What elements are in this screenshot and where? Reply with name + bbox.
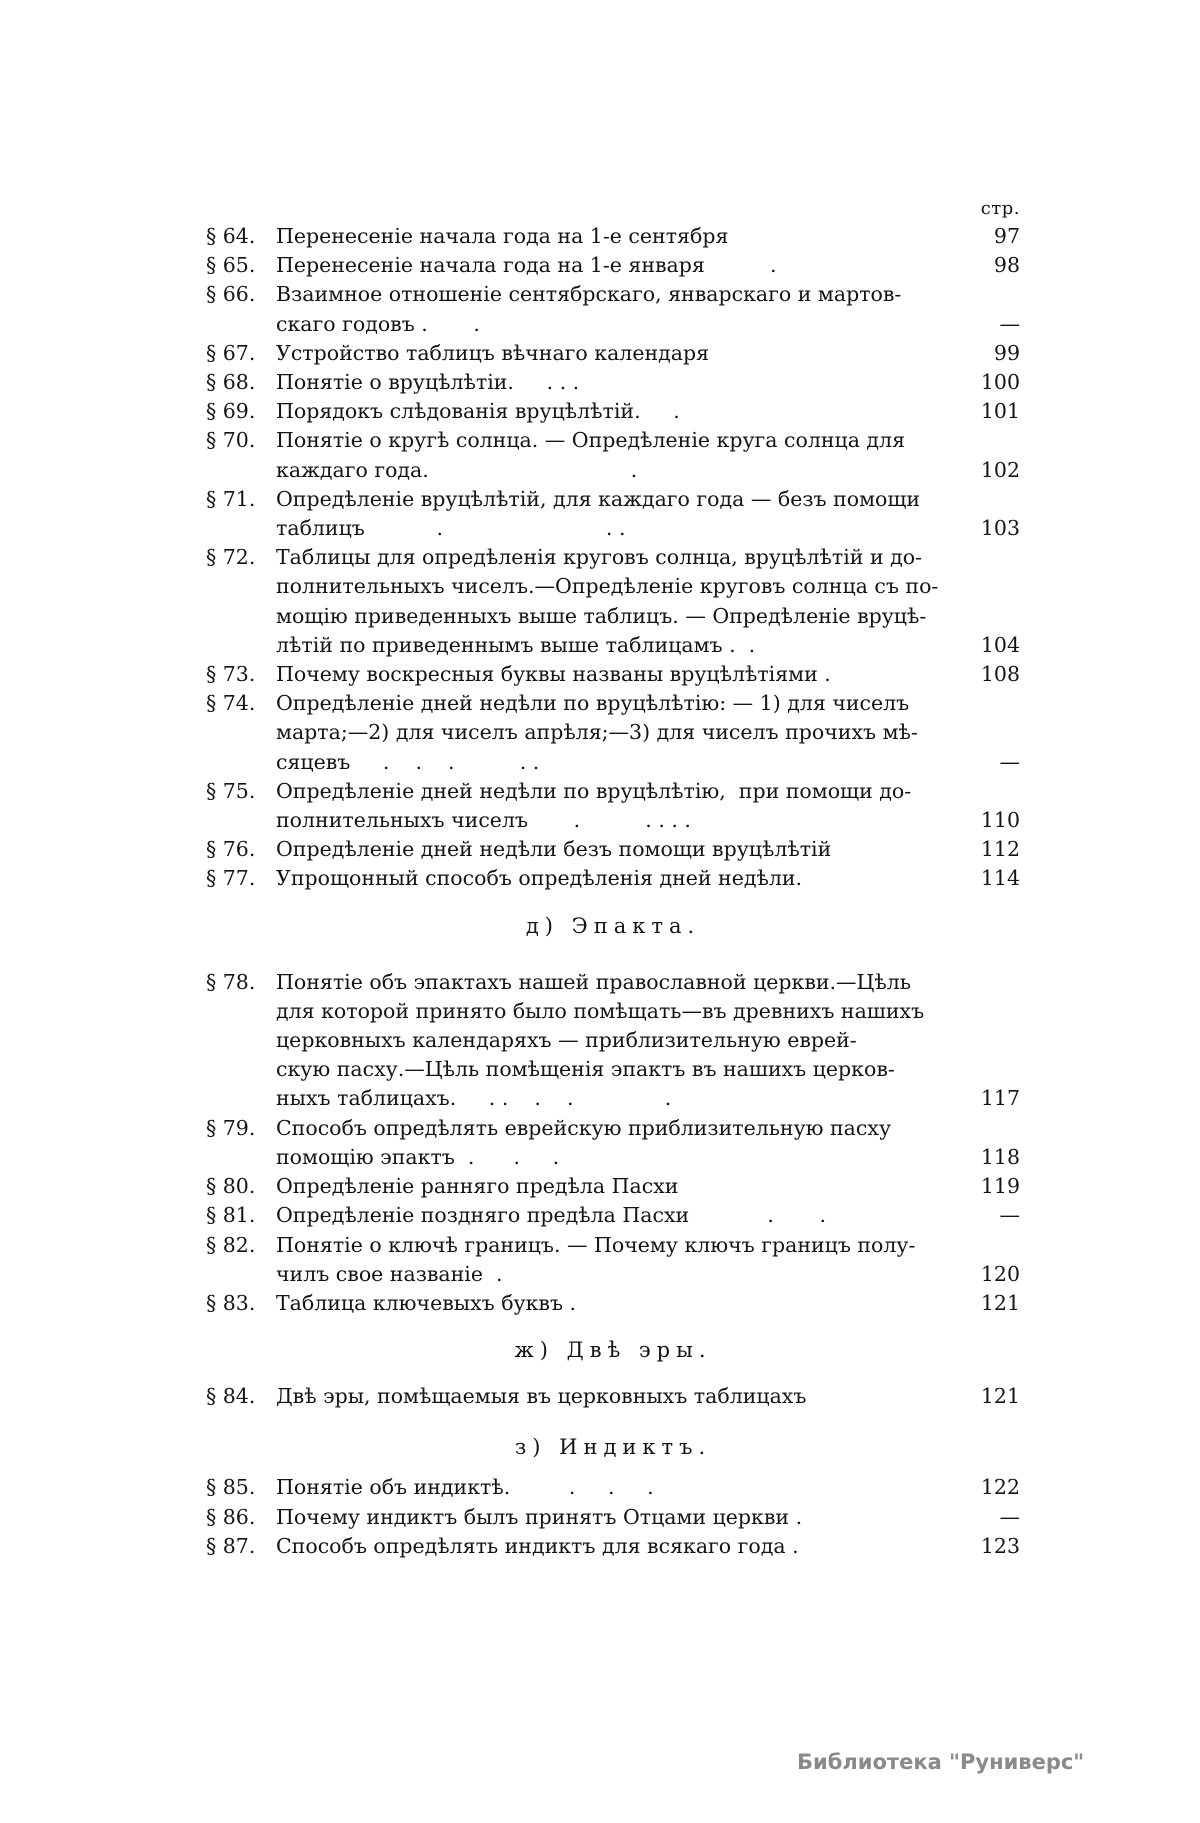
section-number: § 65. [206, 253, 256, 278]
page-number: 119 [980, 1174, 1020, 1199]
section-number: § 66. [206, 282, 256, 307]
entry-title-line: для которой принято было помѣщать—въ древнихъ нашихъ [276, 998, 925, 1023]
section-number: § 70. [206, 428, 256, 453]
entry-title [276, 1503, 1020, 1532]
page-number: — [999, 749, 1020, 774]
section-number: § 73. [206, 662, 256, 687]
section-heading: ж) Двѣ эры. [514, 1338, 712, 1363]
entry-title [276, 1172, 1020, 1201]
entry-title-line: Взаимное отношеніе сентябрскаго, январскаго и мартов- [276, 282, 902, 307]
entry-title [276, 1382, 1020, 1411]
section-number: § 67. [206, 340, 256, 365]
page-number: 118 [980, 1144, 1020, 1169]
section-number: § 78. [206, 969, 256, 994]
entry-title-line: Почему воскресныя буквы названы вруцѣлѣтіями . [276, 662, 831, 687]
toc-section [206, 1382, 1020, 1411]
library-watermark: Библиотека "Руниверс" [797, 1750, 1085, 1774]
entry-title-line: скаго годовъ . . [276, 311, 480, 336]
toc-entry [206, 397, 1020, 426]
entry-title [276, 368, 1020, 397]
entry-title [276, 426, 1020, 484]
toc-entry [206, 251, 1020, 280]
section-number: § 81. [206, 1203, 256, 1228]
section-number: § 75. [206, 778, 256, 803]
entry-title-line: Способъ опредѣлять индиктъ для всякаго года . [276, 1533, 799, 1558]
entry-title-line: мощію приведенныхъ выше таблицъ. — Опредѣленіе вруцѣ- [276, 603, 927, 628]
entry-title [276, 397, 1020, 426]
entry-title-line: полнительныхъ чиселъ . . . . . [276, 808, 691, 833]
entry-title [276, 777, 1020, 835]
page-number: 120 [980, 1261, 1020, 1286]
entry-title-line: Упрощонный способъ опредѣленія дней недѣли. [276, 866, 803, 891]
entry-title-line: Опредѣленіе вруцѣлѣтій, для каждаго года — безъ помощи [276, 486, 921, 511]
toc-entry [206, 280, 1020, 338]
section-number: § 69. [206, 399, 256, 424]
page-number: 112 [980, 837, 1020, 862]
entry-title [276, 1201, 1020, 1230]
entry-title-line: Способъ опредѣлять еврейскую приблизительную пасху [276, 1115, 891, 1140]
toc-entry [206, 426, 1020, 484]
entry-title-line: Почему индиктъ былъ принятъ Отцами церкви . [276, 1504, 803, 1529]
toc-entry [206, 1172, 1020, 1201]
entry-title-line: Перенесеніе начала года на 1-е сентября [276, 224, 729, 248]
toc-entry [206, 864, 1020, 893]
section-number: § 74. [206, 691, 256, 716]
page-number: 108 [980, 662, 1020, 687]
toc-entry [206, 1114, 1020, 1172]
entry-title-line: Опредѣленіе дней недѣли по вруцѣлѣтію, при помощи до- [276, 778, 912, 803]
entry-title [276, 968, 1020, 1114]
entry-title [276, 339, 1020, 368]
entry-title-line: Опредѣленіе дней недѣли безъ помощи вруцѣлѣтій [276, 837, 832, 862]
entry-title [276, 689, 1020, 777]
toc-entry [206, 543, 1020, 660]
entry-title-line: Таблицы для опредѣленія круговъ солнца, вруцѣлѣтій и до- [276, 545, 923, 570]
section-number: § 64. [206, 224, 256, 248]
page-number: 110 [980, 808, 1020, 833]
entry-title-line: Понятіе о ключѣ границъ. — Почему ключъ границъ полу- [276, 1232, 916, 1257]
toc-entry [206, 835, 1020, 864]
table-of-contents [206, 222, 1020, 1561]
page-number: 101 [980, 399, 1020, 424]
toc-section [206, 1473, 1020, 1561]
entry-title-line: каждаго года. . [276, 457, 638, 482]
entry-title-line: Порядокъ слѣдованія вруцѣлѣтій. . [276, 399, 680, 424]
entry-title-line: Устройство таблицъ вѣчнаго календаря [276, 340, 710, 365]
toc-entry [206, 339, 1020, 368]
toc-entry [206, 1231, 1020, 1289]
page-number: — [999, 1504, 1020, 1529]
page-number: 99 [993, 340, 1020, 365]
entry-title [276, 660, 1020, 689]
toc-entry [206, 689, 1020, 777]
toc-entry [206, 660, 1020, 689]
entry-title [276, 1473, 1020, 1502]
entry-title-line: помощію эпактъ . . . [276, 1144, 560, 1169]
entry-title [276, 1532, 1020, 1561]
section-number: § 77. [206, 866, 256, 891]
toc-entry [206, 222, 1020, 251]
entry-title-line: Опредѣленіе поздняго предѣла Пасхи . . [276, 1203, 827, 1228]
entry-title-line: Понятіе объ эпактахъ нашей православной церкви.—Цѣль [276, 969, 911, 994]
section-heading: з) Индиктъ. [514, 1435, 712, 1460]
entry-title [276, 251, 1020, 280]
entry-title-line: Опредѣленіе дней недѣли по вруцѣлѣтію: — 1) для чиселъ [276, 691, 910, 716]
section-number: § 85. [206, 1475, 256, 1500]
entry-title-line: Понятіе объ индиктѣ. . . . [276, 1475, 654, 1500]
toc-entry [206, 1289, 1020, 1318]
page-number: 97 [993, 224, 1020, 248]
entry-title [276, 485, 1020, 543]
entry-title-line: марта;—2) для чиселъ апрѣля;—3) для чиселъ прочихъ мѣ- [276, 720, 918, 745]
toc-section [206, 968, 1020, 1318]
entry-title [276, 222, 1020, 251]
entry-title-line: Понятіе о вруцѣлѣтіи. . . . [276, 370, 580, 395]
entry-title-line: сяцевъ . . . . . [276, 749, 540, 774]
entry-title [276, 835, 1020, 864]
page-number: 103 [980, 516, 1020, 541]
entry-title-line: Двѣ эры, помѣщаемыя въ церковныхъ таблицахъ [276, 1384, 807, 1409]
section-number: § 71. [206, 486, 256, 511]
page-number: — [999, 1203, 1020, 1228]
section-number: § 84. [206, 1384, 256, 1409]
section-number: § 79. [206, 1115, 256, 1140]
page-column-header: стр. [980, 198, 1020, 219]
toc-entry [206, 485, 1020, 543]
entry-title-line: Таблица ключевыхъ буквъ . [276, 1290, 577, 1315]
page-number: 98 [993, 253, 1020, 278]
page-number: 122 [980, 1475, 1020, 1500]
section-number: § 87. [206, 1533, 256, 1558]
entry-title [276, 1231, 1020, 1289]
toc-entry [206, 1382, 1020, 1411]
page-number: 121 [980, 1290, 1020, 1315]
section-number: § 80. [206, 1174, 256, 1199]
page-number: 117 [980, 1086, 1020, 1111]
entry-title-line: полнительныхъ чиселъ.—Опредѣленіе круговъ солнца съ по- [276, 574, 939, 599]
entry-title [276, 280, 1020, 338]
toc-entry [206, 1473, 1020, 1502]
toc-entry [206, 777, 1020, 835]
toc-entry [206, 968, 1020, 1114]
entry-title-line: Перенесеніе начала года на 1-е января . [276, 253, 777, 278]
entry-title-line: таблицъ . . . [276, 516, 626, 541]
section-number: § 83. [206, 1290, 256, 1315]
entry-title-line: чилъ свое названіе . [276, 1261, 503, 1286]
entry-title [276, 1289, 1020, 1318]
entry-title-line: церковныхъ календаряхъ — приблизительную еврей- [276, 1028, 857, 1053]
entry-title [276, 864, 1020, 893]
entry-title-line: Опредѣленіе ранняго предѣла Пасхи [276, 1174, 679, 1199]
entry-title-line: скую пасху.—Цѣль помѣщенія эпактъ въ нашихъ церков- [276, 1057, 895, 1082]
section-number: § 76. [206, 837, 256, 862]
page-number: 104 [980, 632, 1020, 657]
page-number: 102 [980, 457, 1020, 482]
entry-title [276, 543, 1022, 660]
section-number: § 68. [206, 370, 256, 395]
section-heading: д) Эпакта. [525, 913, 701, 938]
page-number: 123 [980, 1533, 1020, 1558]
toc-entry [206, 368, 1020, 397]
page-number: 114 [980, 866, 1020, 891]
toc-section [206, 222, 1020, 894]
section-number: § 72. [206, 545, 256, 570]
page-number: 100 [980, 370, 1020, 395]
entry-title-line: ныхъ таблицахъ. . . . . . [276, 1086, 672, 1111]
entry-title-line: лѣтій по приведеннымъ выше таблицамъ . . [276, 632, 756, 657]
section-number: § 86. [206, 1504, 256, 1529]
page-number: 121 [980, 1384, 1020, 1409]
toc-entry [206, 1201, 1020, 1230]
entry-title [276, 1114, 1020, 1172]
toc-entry [206, 1532, 1020, 1561]
toc-entry [206, 1503, 1020, 1532]
page-number: — [999, 311, 1020, 336]
section-number: § 82. [206, 1232, 256, 1257]
entry-title-line: Понятіе о кругѣ солнца. — Опредѣленіе круга солнца для [276, 428, 906, 453]
